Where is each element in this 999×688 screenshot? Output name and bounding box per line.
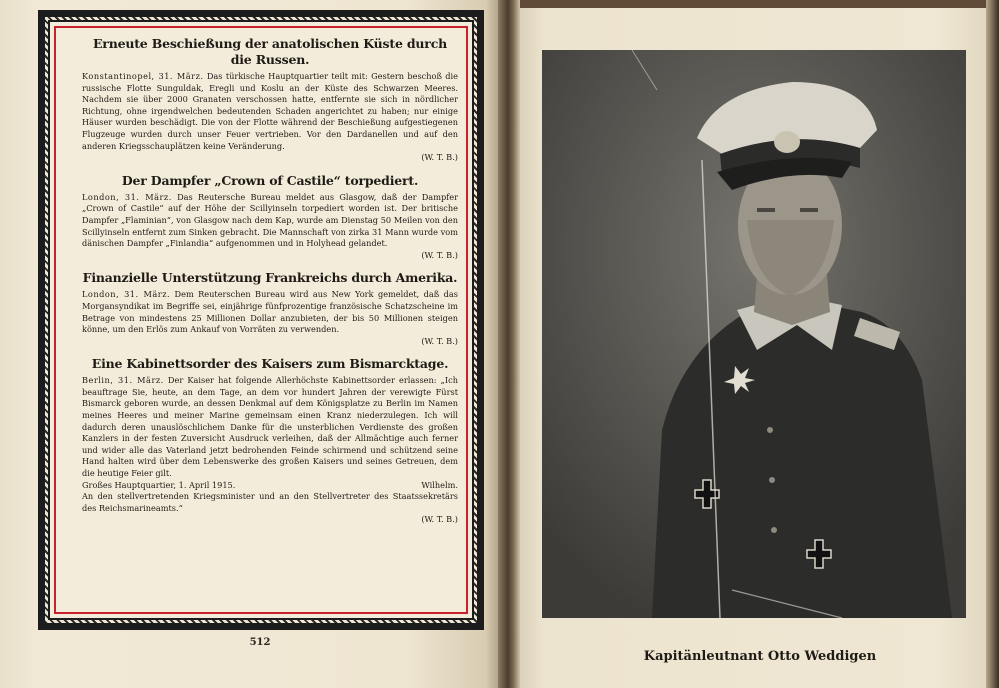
article-text: Dem Reuterschen Bureau wird aus New York gemeldet, daß das Morgansyndikat im Begriffe sei, einjährige fünfprozentige französische Schatzscheine im Betrage von mindestens 25 Millionen Dollar anzubieten, der bis 50 Millionen steigen könne, um den Erlös zum Ankauf von Vorräten zu verwenden. [82, 289, 458, 335]
article-body [82, 289, 458, 335]
article-cabinet-order [82, 356, 458, 526]
article-body [82, 375, 458, 479]
article-dateline: London, 31. März. [82, 289, 171, 300]
article-dateline: London, 31. März. [82, 191, 172, 202]
article-addressee: An den stellvertretenden Kriegsminister und an den Stellvertreter des Staatssekretärs des Reichsmarineamts.“ [82, 491, 458, 513]
book-edge [986, 0, 999, 688]
book-gutter [498, 0, 520, 688]
article-heading: Eine Kabinettsorder des Kaisers zum Bismarcktage. [91, 356, 449, 372]
article-heading: Erneute Beschießung der anatolischen Küste durch die Russen. [92, 36, 447, 67]
article-body [82, 192, 458, 250]
article-dateline: Berlin, 31. März. [82, 375, 164, 386]
article-steamer [82, 173, 458, 262]
article-signature: (W. T. B.) [421, 335, 458, 346]
portrait-illustration [542, 50, 966, 618]
article-text: Das Reutersche Bureau meldet aus Glasgow, daß der Dampfer „Crown of Castile“ auf der Höhe der Scillyinseln torpediert worden ist. Der britische Dampfer „Flaminian“, von Glasgow nach dem Kap, wurde am Dienstag 50 Meilen von den Scillyinseln entfernt zum Sinken gebracht. Die Mannschaft von zirka 31 Mann wurde vom dänischen Dampfer „Finlandia“ aufgenommen und in Holyhead gelandet. [82, 191, 458, 249]
article-finance [82, 270, 458, 347]
portrait-caption: Kapitänleutnant Otto Weddigen [643, 649, 877, 664]
article-dateline: Konstantinopel, 31. März. [82, 71, 204, 81]
article-bombardment [82, 36, 458, 164]
page-number: 512 [249, 637, 271, 648]
article-text: Der Kaiser hat folgende Allerhöchste Kabinettsorder erlassen: „Ich beauftrage Sie, heute, an dem Tage, an dem vor hundert Jahren der verewigte Fürst Bismarck geboren wurde, an dessen Denkmal auf dem Königsplatze zu Berlin im Namen meines Heeres und meiner Marine gemeinsam einen Kranz niederzulegen. Ich will dadurch deren unauslöschlichem Danke für die unsterblichen Verdienste des großen Kanzlers in der festen Zuversicht Ausdruck verleihen, daß der Allmächtige auch ferner und wider alle das Vaterland jetzt bedrohenden Feinde schirmend und schützend seine Hand halten wird über dem Lebenswerke des großen Kaisers und seines Getreuen, dem die heutige Feier gilt. [82, 375, 459, 479]
article-heading: Der Dampfer „Crown of Castile“ torpediert. [121, 172, 419, 188]
closing-place-date: Großes Hauptquartier, 1. April 1915. [82, 479, 236, 490]
portrait-photo [542, 50, 966, 618]
article-signature: (W. T. B.) [421, 152, 458, 163]
article-text: Das türkische Hauptquartier teilt mit: Gestern beschoß die russische Flotte Sunguldak, Eregli und Koslu an der Küste des Schwarzen Meeres. Nachdem sie über 2000 Granaten verschossen hatte, entfernte sie sich in nördlicher Richtung, ohne irgendwelchen bedeutenden Schaden angerichtet zu haben; nur einige Häuser wurden beschädigt. Die von der Flotte während der Beschießung aufgestiegenen Flugzeuge wurden durch unser Feuer vertrieben. Vor den Dardanellen und auf den anderen Kriegsschauplätzen keine Veränderung. [82, 71, 458, 151]
article-body [82, 71, 458, 152]
article-closing [82, 480, 458, 492]
article-signature: (W. T. B.) [421, 514, 458, 525]
article-signature: (W. T. B.) [421, 249, 458, 260]
news-column [82, 36, 458, 535]
closing-signature-name: Wilhelm. [421, 479, 458, 490]
article-heading: Finanzielle Unterstützung Frankreichs durch Amerika. [82, 270, 458, 286]
